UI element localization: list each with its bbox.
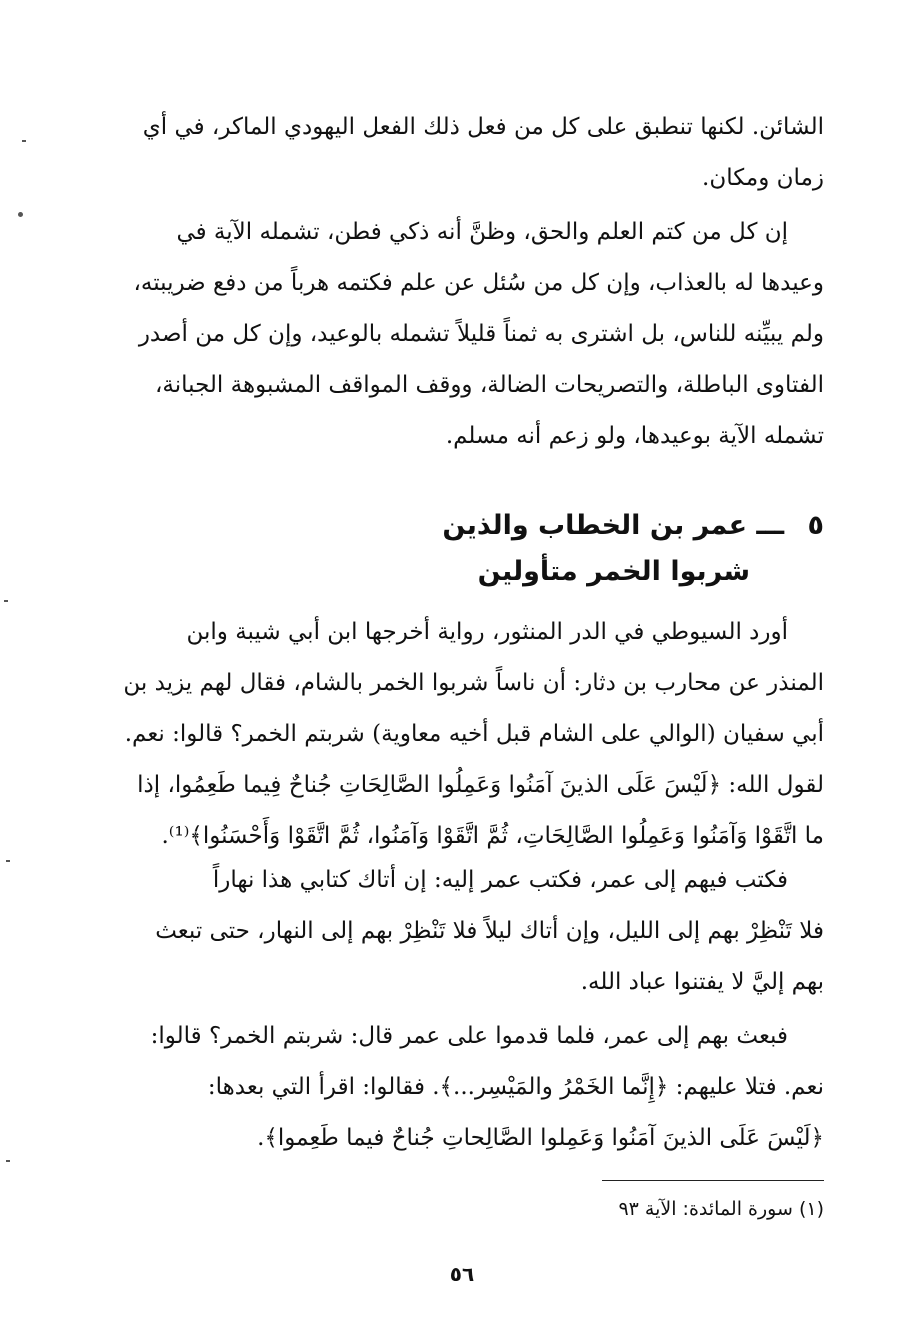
text-line: فبعث بهم إلى عمر، فلما قدموا على عمر قال: شربتم الخمر؟ قالوا: xyxy=(150,1023,788,1049)
text-line: ولم يبيِّنه للناس، بل اشترى به ثمناً قليلاً تشمله بالوعيد، وإن كل من أصدر xyxy=(138,321,824,347)
text-line: أبي سفيان (الوالي على الشام قبل أخيه معاوية) شربتم الخمر؟ قالوا: نعم. xyxy=(124,721,824,747)
text-line: زمان ومكان. xyxy=(702,165,824,191)
scan-mark xyxy=(4,600,8,602)
scan-mark xyxy=(6,1160,10,1162)
scan-mark xyxy=(22,140,26,142)
text-line: تشمله الآية بوعيدها، ولو زعم أنه مسلم. xyxy=(445,423,824,449)
section-number: ٥ xyxy=(807,510,824,541)
text-line: نعم. فتلا عليهم: ﴿إِنَّما الخَمْرُ والمَيْسِر...﴾. فقالوا: اقرأ التي بعدها: xyxy=(207,1074,824,1100)
text-line: ما اتَّقَوْا وَآمَنُوا وَعَمِلُوا الصَّالِحَاتِ، ثُمَّ اتَّقَوْا وَآمَنُوا، ثُمَّ اتَّقَوْا وَأَحْسَنُوا﴾⁽¹⁾. xyxy=(161,823,824,849)
scan-mark xyxy=(6,860,10,862)
text-line: فكتب فيهم إلى عمر، فكتب عمر إليه: إن أتاك كتابي هذا نهاراً xyxy=(212,867,788,893)
page-number: ٥٦ xyxy=(449,1262,475,1286)
footnote-divider xyxy=(602,1180,824,1181)
section-dash: ـــ xyxy=(756,510,785,541)
text-line: الشائن. لكنها تنطبق على كل من فعل ذلك الفعل اليهودي الماكر، في أي xyxy=(142,114,824,140)
paragraph-5 xyxy=(100,1011,824,1164)
text-line: المنذر عن محارب بن دثار: أن ناساً شربوا الخمر بالشام، فقال لهم يزيد بن xyxy=(123,670,824,696)
footnote: (١) سورة المائدة: الآية ٩٣ xyxy=(618,1198,824,1220)
paragraph-3 xyxy=(100,607,824,862)
text-line: الفتاوى الباطلة، والتصريحات الضالة، ووقف المواقف المشبوهة الجبانة، xyxy=(154,372,824,398)
section-title-line-1: عمر بن الخطاب والذين xyxy=(442,510,748,541)
text-line: أورد السيوطي في الدر المنثور، رواية أخرجها ابن أبي شيبة وابن xyxy=(186,619,788,645)
paragraph-2 xyxy=(100,207,824,462)
section-heading xyxy=(100,503,824,595)
text-line: فلا تَنْظِرْ بهم إلى الليل، وإن أتاك ليلاً فلا تَنْظِرْ بهم إلى النهار، حتى تبعث xyxy=(155,918,824,944)
text-line: وعيدها له بالعذاب، وإن كل من سُئل عن علم فكتمه هرباً من دفع ضريبته، xyxy=(133,270,824,296)
paragraph-4 xyxy=(100,855,824,1008)
text-line: ﴿لَيْسَ عَلَى الذينَ آمَنُوا وَعَمِلوا الصَّالِحاتِ جُناحٌ فيما طَعِموا﴾. xyxy=(257,1125,824,1151)
text-line: إن كل من كتم العلم والحق، وظنَّ أنه ذكي فطن، تشمله الآية في xyxy=(176,219,788,245)
paragraph-1 xyxy=(100,102,824,204)
section-title-line-2: شربوا الخمر متأولين xyxy=(477,556,750,587)
scan-mark xyxy=(18,212,23,217)
text-line: بهم إليَّ لا يفتنوا عباد الله. xyxy=(580,969,824,995)
text-line: لقول الله: ﴿لَيْسَ عَلَى الذينَ آمَنُوا وَعَمِلُوا الصَّالِحَاتِ جُناحٌ فِيما طَعِمُوا، إذا xyxy=(137,772,824,798)
